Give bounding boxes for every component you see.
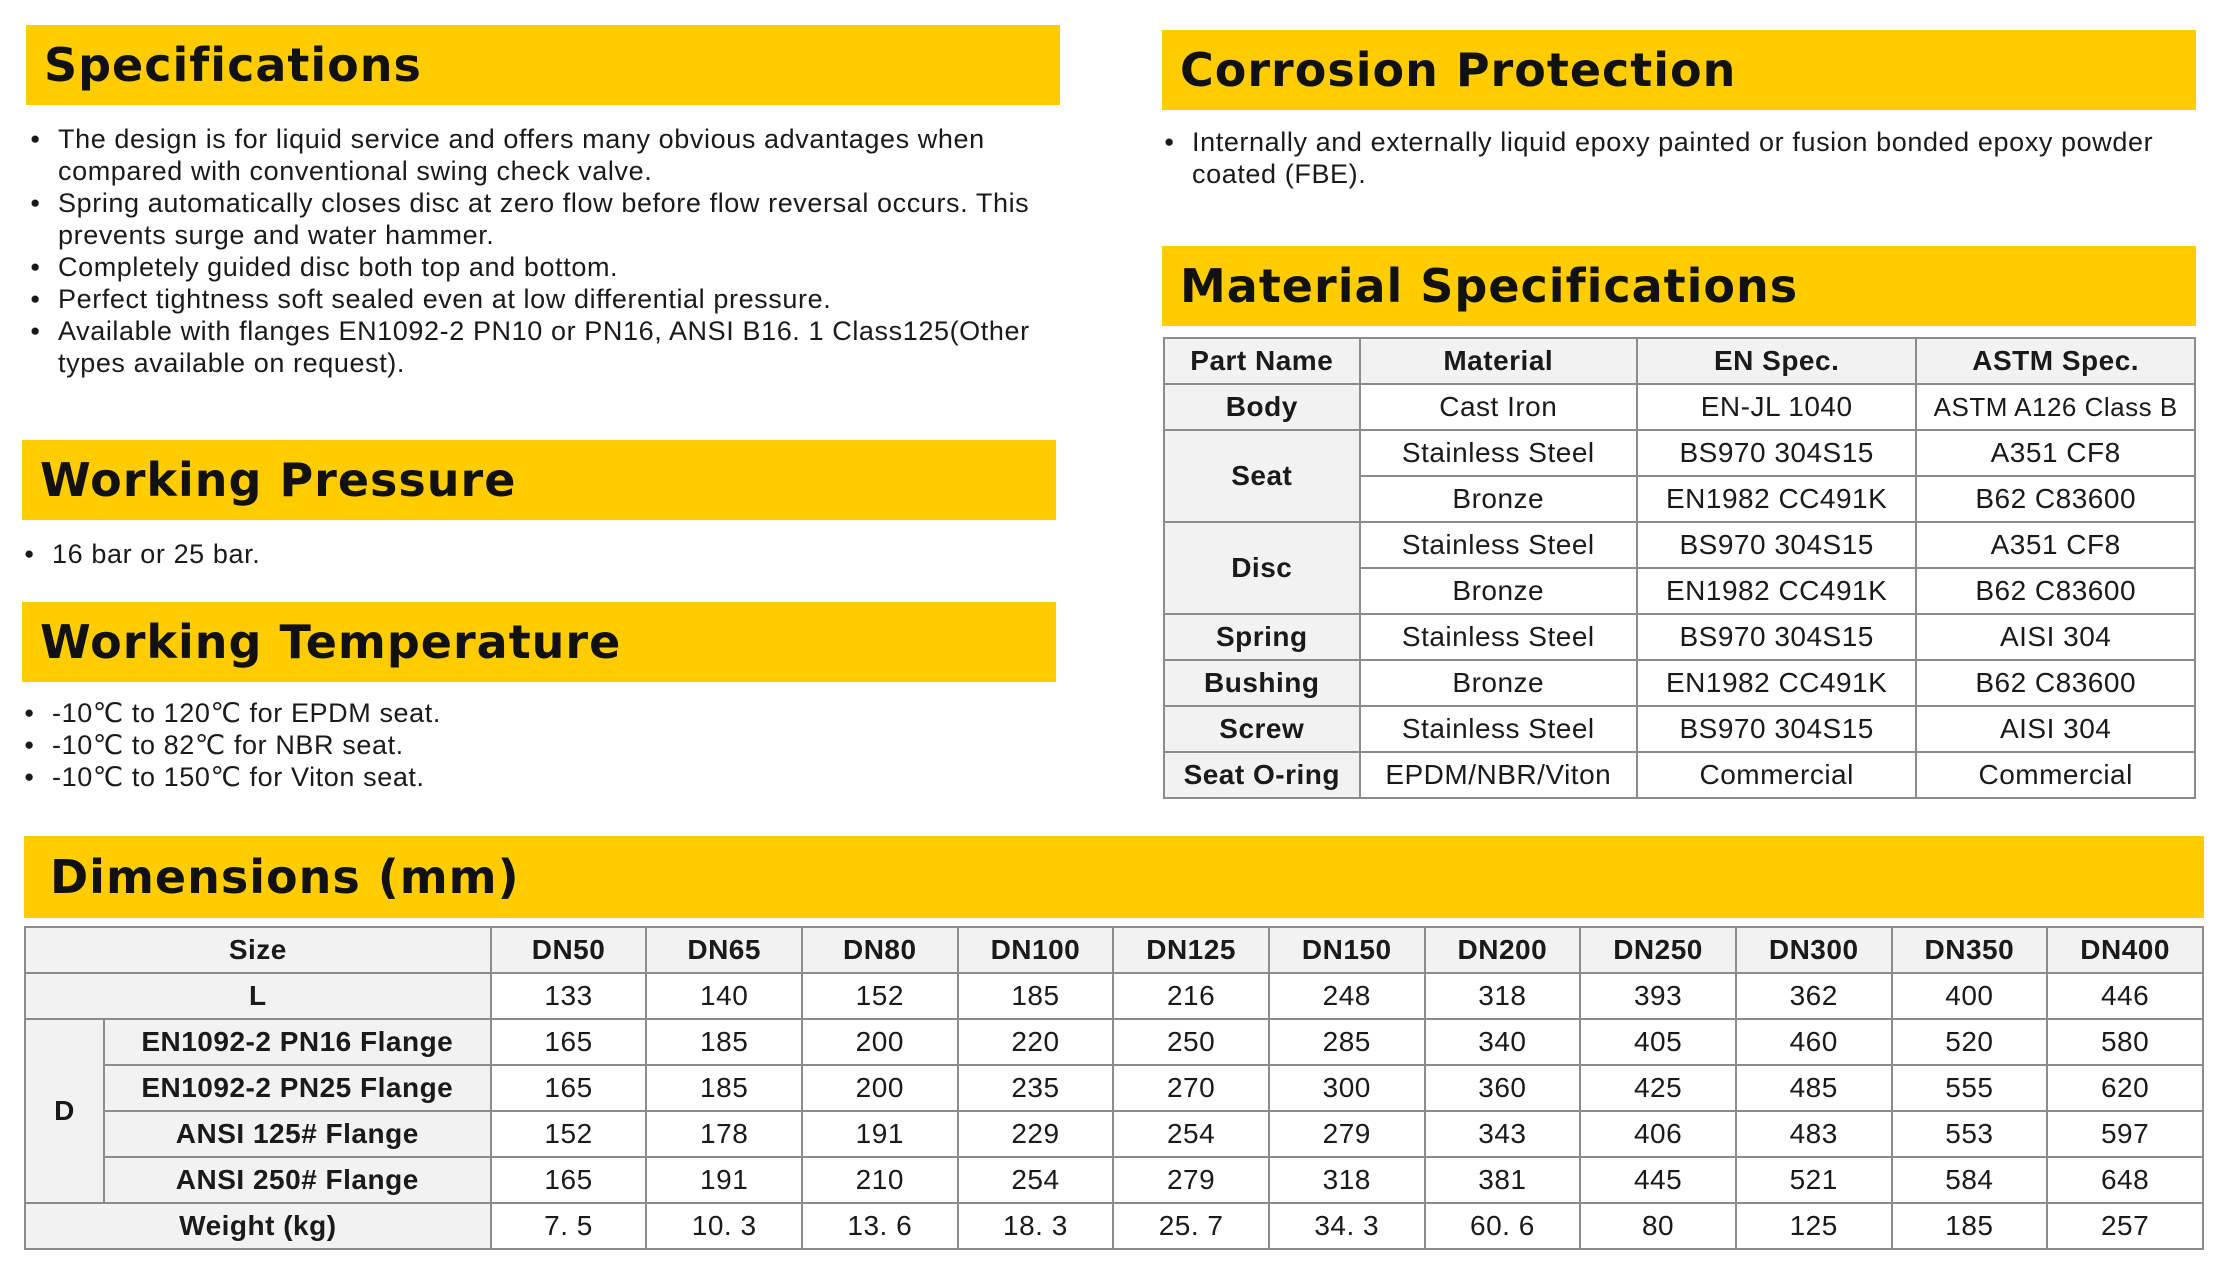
table-row [1164,384,2195,430]
astm-spec: AISI 304 [1916,614,2195,660]
weight-value: 25. 7 [1113,1203,1269,1249]
size-cell: DN300 [1736,927,1892,973]
d-value: 178 [646,1111,802,1157]
astm-spec: Commercial [1916,752,2195,798]
d-value: 425 [1580,1065,1736,1111]
en-spec: EN1982 CC491K [1637,476,1916,522]
material-header-row [1164,338,2195,384]
size-cell: DN250 [1580,927,1736,973]
pressure-item: ● 16 bar or 25 bar. [22,538,1022,570]
astm-spec: A351 CF8 [1916,522,2195,568]
weight-value: 185 [1892,1203,2048,1249]
d-value: 597 [2047,1111,2203,1157]
material: Stainless Steel [1360,430,1637,476]
l-value: 248 [1269,973,1425,1019]
d-value: 165 [491,1065,647,1111]
dimensions-header: Dimensions (mm) [24,836,2204,918]
d-value: 460 [1736,1019,1892,1065]
weight-label: Weight (kg) [25,1203,491,1249]
d-label: D [25,1019,104,1203]
part-name: Body [1164,384,1360,430]
d-value: 580 [2047,1019,2203,1065]
astm-spec: B62 C83600 [1916,568,2195,614]
d-value: 250 [1113,1019,1269,1065]
d-value: 360 [1425,1065,1581,1111]
weight-value: 18. 3 [958,1203,1114,1249]
d-value: 254 [1113,1111,1269,1157]
material-specifications-header: Material Specifications [1162,246,2196,326]
specifications-list [28,123,1068,379]
table-row [1164,614,2195,660]
l-value: 140 [646,973,802,1019]
col-astm-spec: ASTM Spec. [1916,338,2195,384]
material: Bronze [1360,476,1637,522]
col-part-name: Part Name [1164,338,1360,384]
weight-value: 10. 3 [646,1203,802,1249]
specifications-header: Specifications [26,25,1060,105]
size-cell: DN350 [1892,927,2048,973]
d-value: 185 [646,1019,802,1065]
d-value: 220 [958,1019,1114,1065]
d-value: 381 [1425,1157,1581,1203]
d-value: 165 [491,1019,647,1065]
en-spec: BS970 304S15 [1637,614,1916,660]
d-value: 300 [1269,1065,1425,1111]
astm-spec: B62 C83600 [1916,476,2195,522]
d-value: 210 [802,1157,958,1203]
spec-item: ● Available with flanges EN1092-2 PN10 or PN16, ANSI B16. 1 Class125(Other types available on request). [28,315,1068,379]
d-value: 445 [1580,1157,1736,1203]
d-value: 254 [958,1157,1114,1203]
d-value: 270 [1113,1065,1269,1111]
d-value: 555 [1892,1065,2048,1111]
l-value: 185 [958,973,1114,1019]
l-value: 216 [1113,973,1269,1019]
d-value: 229 [958,1111,1114,1157]
col-material: Material [1360,338,1637,384]
d-value: 584 [1892,1157,2048,1203]
part-name: Screw [1164,706,1360,752]
en-spec: Commercial [1637,752,1916,798]
part-name: Spring [1164,614,1360,660]
part-name: Disc [1164,522,1360,614]
table-row [1164,660,2195,706]
working-pressure-header: Working Pressure [22,440,1056,520]
size-cell: DN200 [1425,927,1581,973]
d-value: 285 [1269,1019,1425,1065]
d-row [25,1019,2203,1065]
material: Bronze [1360,660,1637,706]
d-value: 406 [1580,1111,1736,1157]
corrosion-protection-list [1162,126,2192,190]
spec-item: ● The design is for liquid service and offers many obvious advantages when compared with conventional swing check valve. [28,123,1068,187]
en-spec: BS970 304S15 [1637,430,1916,476]
spec-item: ● Completely guided disc both top and bottom. [28,251,1068,283]
working-temperature-list [22,697,1022,793]
size-cell: DN400 [2047,927,2203,973]
flange-label: EN1092-2 PN16 Flange [104,1019,491,1065]
d-value: 318 [1269,1157,1425,1203]
l-value: 446 [2047,973,2203,1019]
weight-value: 125 [1736,1203,1892,1249]
d-value: 520 [1892,1019,2048,1065]
d-value: 165 [491,1157,647,1203]
corrosion-protection-header: Corrosion Protection [1162,30,2196,110]
l-value: 133 [491,973,647,1019]
part-name: Bushing [1164,660,1360,706]
col-en-spec: EN Spec. [1637,338,1916,384]
d-value: 279 [1269,1111,1425,1157]
material: Bronze [1360,568,1637,614]
flange-label: ANSI 250# Flange [104,1157,491,1203]
weight-value: 80 [1580,1203,1736,1249]
d-value: 483 [1736,1111,1892,1157]
d-value: 340 [1425,1019,1581,1065]
part-name: Seat [1164,430,1360,522]
weight-value: 7. 5 [491,1203,647,1249]
working-temperature-header: Working Temperature [22,602,1056,682]
d-row [25,1065,2203,1111]
material: Stainless Steel [1360,522,1637,568]
d-value: 235 [958,1065,1114,1111]
en-spec: EN-JL 1040 [1637,384,1916,430]
table-row [1164,522,2195,568]
material: EPDM/NBR/Viton [1360,752,1637,798]
weight-value: 257 [2047,1203,2203,1249]
astm-spec: B62 C83600 [1916,660,2195,706]
d-value: 405 [1580,1019,1736,1065]
d-value: 185 [646,1065,802,1111]
d-value: 553 [1892,1111,2048,1157]
size-cell: DN65 [646,927,802,973]
temperature-item: ● -10℃ to 150℃ for Viton seat. [22,761,1022,793]
material-table [1163,337,2196,799]
l-label: L [25,973,491,1019]
flange-label: ANSI 125# Flange [104,1111,491,1157]
table-row [1164,752,2195,798]
weight-row [25,1203,2203,1249]
part-name: Seat O-ring [1164,752,1360,798]
l-value: 400 [1892,973,2048,1019]
d-value: 191 [646,1157,802,1203]
table-row [1164,706,2195,752]
weight-value: 13. 6 [802,1203,958,1249]
l-value: 393 [1580,973,1736,1019]
size-cell: DN100 [958,927,1114,973]
size-label: Size [25,927,491,973]
l-value: 318 [1425,973,1581,1019]
d-value: 152 [491,1111,647,1157]
size-row [25,927,2203,973]
d-value: 279 [1113,1157,1269,1203]
d-value: 485 [1736,1065,1892,1111]
size-cell: DN150 [1269,927,1425,973]
en-spec: BS970 304S15 [1637,706,1916,752]
weight-value: 34. 3 [1269,1203,1425,1249]
working-pressure-list [22,538,1022,570]
astm-spec: A351 CF8 [1916,430,2195,476]
astm-spec: ASTM A126 Class B [1916,384,2195,430]
dimensions-table [24,926,2204,1250]
flange-label: EN1092-2 PN25 Flange [104,1065,491,1111]
d-row [25,1111,2203,1157]
d-value: 521 [1736,1157,1892,1203]
material: Cast Iron [1360,384,1637,430]
size-cell: DN80 [802,927,958,973]
astm-spec: AISI 304 [1916,706,2195,752]
d-value: 200 [802,1019,958,1065]
l-value: 362 [1736,973,1892,1019]
material: Stainless Steel [1360,706,1637,752]
spec-item: ● Spring automatically closes disc at zero flow before flow reversal occurs. This prevents surge and water hammer. [28,187,1068,251]
size-cell: DN50 [491,927,647,973]
spec-item: ● Perfect tightness soft sealed even at low differential pressure. [28,283,1068,315]
d-value: 343 [1425,1111,1581,1157]
d-value: 200 [802,1065,958,1111]
d-value: 191 [802,1111,958,1157]
temperature-item: ● -10℃ to 120℃ for EPDM seat. [22,697,1022,729]
l-value: 152 [802,973,958,1019]
d-value: 620 [2047,1065,2203,1111]
table-row [1164,430,2195,476]
temperature-item: ● -10℃ to 82℃ for NBR seat. [22,729,1022,761]
en-spec: EN1982 CC491K [1637,568,1916,614]
material: Stainless Steel [1360,614,1637,660]
weight-value: 60. 6 [1425,1203,1581,1249]
en-spec: BS970 304S15 [1637,522,1916,568]
d-value: 648 [2047,1157,2203,1203]
en-spec: EN1982 CC491K [1637,660,1916,706]
size-cell: DN125 [1113,927,1269,973]
d-row [25,1157,2203,1203]
l-row [25,973,2203,1019]
corrosion-item: ● Internally and externally liquid epoxy painted or fusion bonded epoxy powder coated (FBE). [1162,126,2192,190]
